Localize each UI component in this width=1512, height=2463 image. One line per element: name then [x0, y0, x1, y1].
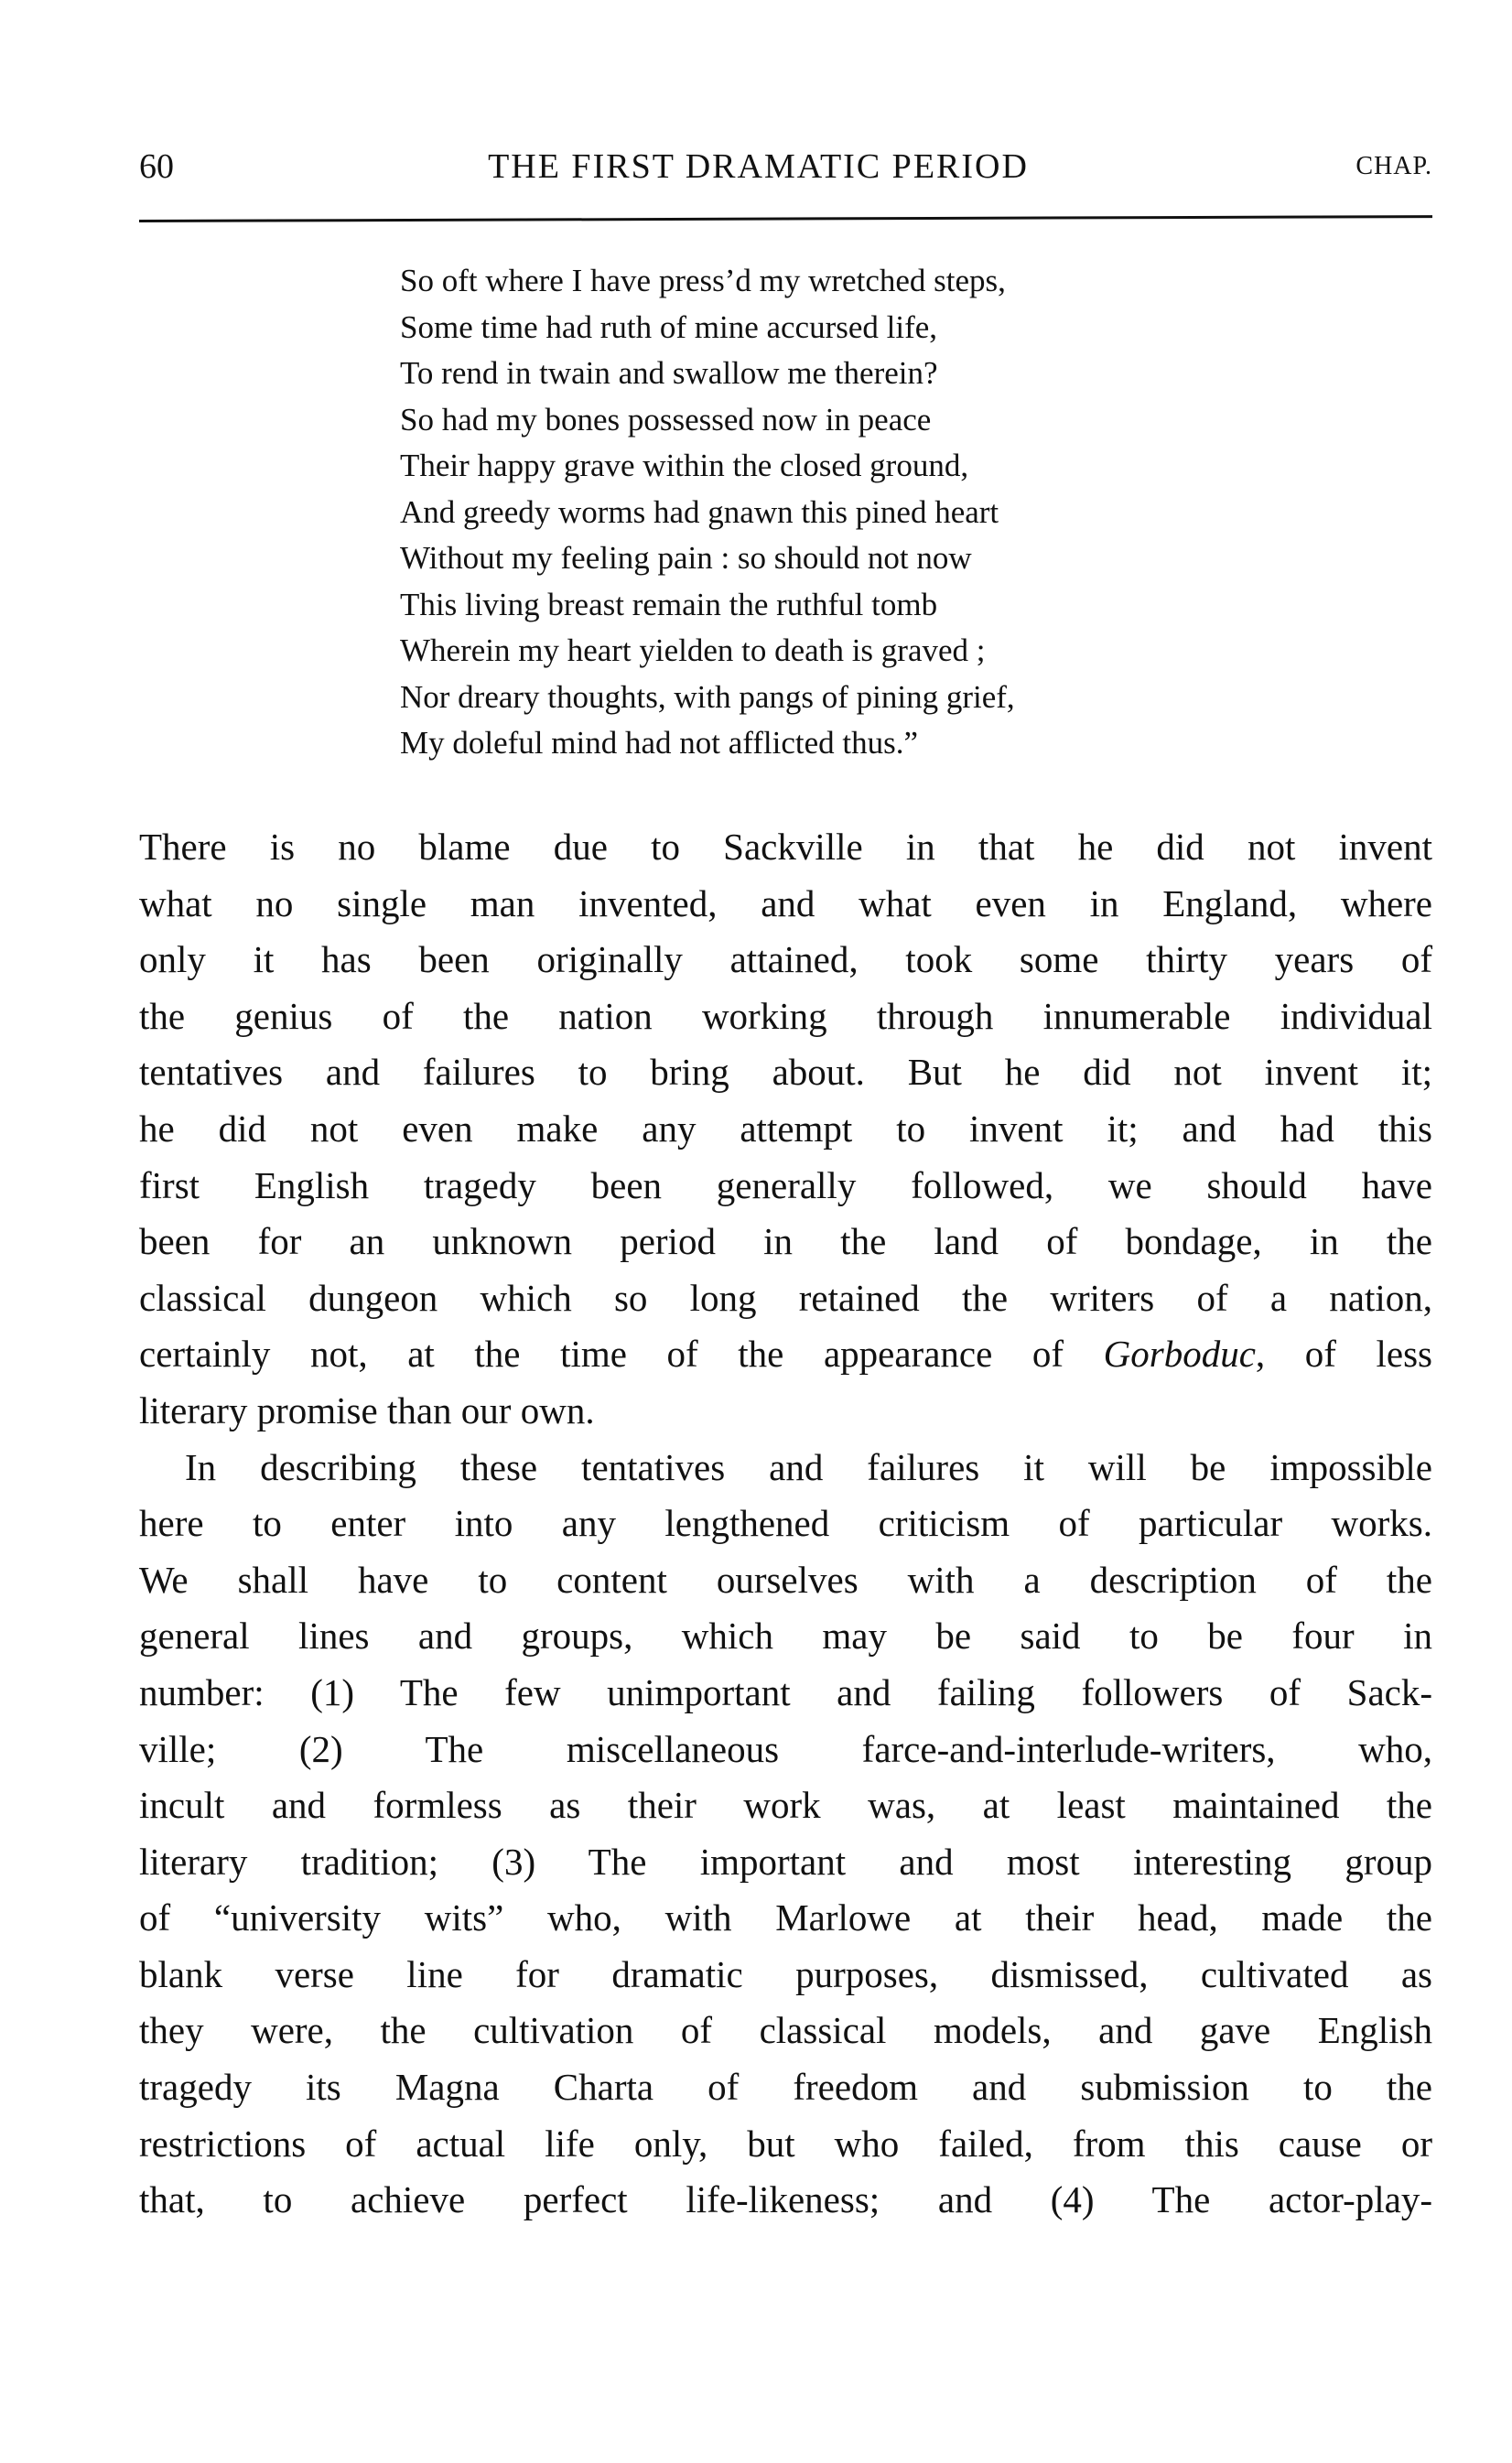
- text-line: In describing these tentatives and failures it will be impossible: [185, 1445, 1432, 1488]
- body-text: [139, 819, 1432, 2229]
- text-line: first English tragedy been generally followed, we should have: [139, 1163, 1432, 1206]
- text-line: ville; (2) The miscellaneous farce-and-interlude-writers, who,: [139, 1727, 1432, 1770]
- paragraph-2: [139, 1440, 1432, 2229]
- text-line: There is no blame due to Sackville in that he did not invent: [139, 826, 1432, 868]
- text-line: number: (1) The few unimportant and failing followers of Sack-: [139, 1670, 1432, 1713]
- text-line: restrictions of actual life only, but who failed, from this cause or: [139, 2122, 1432, 2165]
- text-line: they were, the cultivation of classical models, and gave English: [139, 2009, 1432, 2052]
- verse-line: Without my feeling pain : so should not now: [400, 540, 972, 576]
- running-title: THE FIRST DRAMATIC PERIOD: [488, 147, 1029, 186]
- text-line: literary promise than our own.: [139, 1388, 595, 1431]
- text-line: tragedy its Magna Charta of freedom and submission to the: [139, 2066, 1432, 2109]
- text-line: that, to achieve perfect life-likeness; and (4) The actor-play-: [139, 2178, 1432, 2221]
- verse-line: Some time had ruth of mine accursed life,: [400, 308, 938, 345]
- verse-line: Nor dreary thoughts, with pangs of pining grief,: [400, 678, 1015, 715]
- verse-line: To rend in twain and swallow me therein?: [400, 355, 938, 391]
- text-line: [139, 1326, 1432, 1383]
- paragraph-1: [139, 819, 1432, 1440]
- text-run: , of less: [1255, 1333, 1432, 1376]
- text-line: he did not even make any attempt to invent it; and had this: [139, 1107, 1432, 1150]
- verse-line: So oft where I have press’d my wretched steps,: [400, 263, 1006, 298]
- chapter-label: CHAP.: [1355, 152, 1432, 180]
- text-line: blank verse line for dramatic purposes, dismissed, cultivated as: [139, 1952, 1432, 1995]
- text-line: general lines and groups, which may be said to be four in: [139, 1615, 1432, 1658]
- text-line: literary tradition; (3) The important and most interesting group: [139, 1840, 1432, 1883]
- italic-title-gorboduc: Gorboduc: [1103, 1333, 1256, 1376]
- text-line: incult and formless as their work was, at least maintained the: [139, 1784, 1432, 1827]
- text-line: tentatives and failures to bring about. But he did not invent it;: [139, 1051, 1432, 1094]
- verse-line: Their happy grave within the closed ground,: [400, 448, 969, 483]
- text-line: We shall have to content ourselves with a description of the: [139, 1558, 1432, 1601]
- text-line: what no single man invented, and what even in England, where: [139, 881, 1432, 924]
- verse-line: Wherein my heart yielden to death is graved ;: [400, 632, 986, 668]
- page-number: 60: [139, 147, 174, 186]
- text-line: of “university wits” who, with Marlowe at their head, made the: [139, 1896, 1432, 1939]
- verse-line: This living breast remain the ruthful tomb: [400, 586, 938, 622]
- verse-line: So had my bones possessed now in peace: [400, 401, 932, 438]
- text-line: classical dungeon which so long retained the writers of a nation,: [139, 1276, 1432, 1319]
- verse-quotation: [400, 258, 1015, 767]
- text-line: only it has been originally attained, took some thirty years of: [139, 938, 1432, 981]
- verse-line: And greedy worms had gnawn this pined heart: [400, 493, 999, 530]
- text-line: the genius of the nation working through innumerable individual: [139, 994, 1432, 1037]
- verse-line: My doleful mind had not afflicted thus.”: [400, 725, 919, 761]
- text-line: been for an unknown period in the land of bondage, in the: [139, 1220, 1432, 1263]
- text-run: certainly not, at the time of the appearance of: [139, 1333, 1104, 1376]
- running-head: [139, 146, 1432, 201]
- text-line: here to enter into any lengthened criticism of particular works.: [139, 1502, 1432, 1545]
- header-rule: [139, 215, 1432, 222]
